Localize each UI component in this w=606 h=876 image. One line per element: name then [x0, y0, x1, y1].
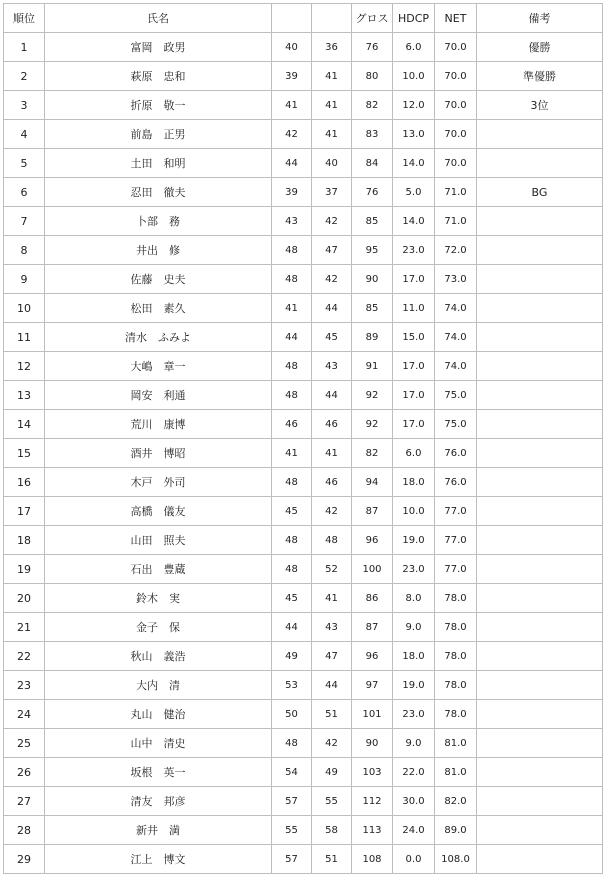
- gross-cell: 82: [352, 439, 393, 468]
- rank-cell: 26: [4, 758, 45, 787]
- rank-cell: 15: [4, 439, 45, 468]
- remarks-cell: [477, 700, 603, 729]
- out-score-cell: 39: [272, 62, 312, 91]
- table-row: [4, 845, 603, 874]
- net-cell: 72.0: [435, 236, 477, 265]
- name-cell: 大嶋 章一: [45, 352, 272, 381]
- out-score-cell: 50: [272, 700, 312, 729]
- hdcp-cell: 15.0: [393, 323, 435, 352]
- hdcp-cell: 19.0: [393, 671, 435, 700]
- out-score-cell: 44: [272, 149, 312, 178]
- header-out: [272, 4, 312, 33]
- rank-cell: 7: [4, 207, 45, 236]
- header-row: [4, 4, 603, 33]
- rank-cell: 22: [4, 642, 45, 671]
- remarks-cell: 3位: [477, 91, 603, 120]
- hdcp-cell: 17.0: [393, 265, 435, 294]
- in-score-cell: 42: [312, 729, 352, 758]
- net-cell: 77.0: [435, 555, 477, 584]
- net-cell: 71.0: [435, 178, 477, 207]
- hdcp-cell: 23.0: [393, 236, 435, 265]
- out-score-cell: 44: [272, 323, 312, 352]
- results-table: [3, 3, 603, 874]
- remarks-cell: [477, 642, 603, 671]
- hdcp-cell: 5.0: [393, 178, 435, 207]
- hdcp-cell: 30.0: [393, 787, 435, 816]
- rank-cell: 6: [4, 178, 45, 207]
- table-row: [4, 758, 603, 787]
- net-cell: 70.0: [435, 91, 477, 120]
- table-row: [4, 584, 603, 613]
- name-cell: 折原 敬一: [45, 91, 272, 120]
- net-cell: 77.0: [435, 497, 477, 526]
- remarks-cell: [477, 120, 603, 149]
- in-score-cell: 43: [312, 613, 352, 642]
- name-cell: 酒井 博昭: [45, 439, 272, 468]
- rank-cell: 25: [4, 729, 45, 758]
- out-score-cell: 48: [272, 236, 312, 265]
- table-row: [4, 816, 603, 845]
- table-row: [4, 613, 603, 642]
- name-cell: 坂根 英一: [45, 758, 272, 787]
- rank-cell: 4: [4, 120, 45, 149]
- rank-cell: 16: [4, 468, 45, 497]
- remarks-cell: [477, 816, 603, 845]
- name-cell: 清友 邦彦: [45, 787, 272, 816]
- net-cell: 78.0: [435, 613, 477, 642]
- remarks-cell: [477, 149, 603, 178]
- remarks-cell: [477, 294, 603, 323]
- table-row: [4, 381, 603, 410]
- table-row: [4, 352, 603, 381]
- net-cell: 81.0: [435, 758, 477, 787]
- name-cell: 忍田 徹夫: [45, 178, 272, 207]
- in-score-cell: 44: [312, 381, 352, 410]
- remarks-cell: [477, 323, 603, 352]
- gross-cell: 96: [352, 642, 393, 671]
- table-row: [4, 236, 603, 265]
- out-score-cell: 48: [272, 555, 312, 584]
- table-row: [4, 497, 603, 526]
- table-row: [4, 33, 603, 62]
- name-cell: 高橋 儀友: [45, 497, 272, 526]
- gross-cell: 91: [352, 352, 393, 381]
- name-cell: 卜部 務: [45, 207, 272, 236]
- out-score-cell: 48: [272, 381, 312, 410]
- out-score-cell: 48: [272, 729, 312, 758]
- header-in: [312, 4, 352, 33]
- gross-cell: 96: [352, 526, 393, 555]
- gross-cell: 86: [352, 584, 393, 613]
- in-score-cell: 41: [312, 120, 352, 149]
- hdcp-cell: 14.0: [393, 149, 435, 178]
- table-row: [4, 149, 603, 178]
- rank-cell: 20: [4, 584, 45, 613]
- rank-cell: 2: [4, 62, 45, 91]
- in-score-cell: 47: [312, 642, 352, 671]
- net-cell: 76.0: [435, 439, 477, 468]
- out-score-cell: 46: [272, 410, 312, 439]
- in-score-cell: 40: [312, 149, 352, 178]
- gross-cell: 113: [352, 816, 393, 845]
- net-cell: 77.0: [435, 526, 477, 555]
- in-score-cell: 58: [312, 816, 352, 845]
- table-row: [4, 671, 603, 700]
- hdcp-cell: 19.0: [393, 526, 435, 555]
- gross-cell: 87: [352, 613, 393, 642]
- net-cell: 75.0: [435, 381, 477, 410]
- out-score-cell: 57: [272, 845, 312, 874]
- hdcp-cell: 6.0: [393, 33, 435, 62]
- net-cell: 78.0: [435, 700, 477, 729]
- out-score-cell: 42: [272, 120, 312, 149]
- rank-cell: 11: [4, 323, 45, 352]
- net-cell: 74.0: [435, 294, 477, 323]
- in-score-cell: 51: [312, 845, 352, 874]
- gross-cell: 80: [352, 62, 393, 91]
- net-cell: 78.0: [435, 671, 477, 700]
- rank-cell: 27: [4, 787, 45, 816]
- hdcp-cell: 10.0: [393, 497, 435, 526]
- hdcp-cell: 18.0: [393, 468, 435, 497]
- remarks-cell: [477, 845, 603, 874]
- in-score-cell: 43: [312, 352, 352, 381]
- net-cell: 76.0: [435, 468, 477, 497]
- hdcp-cell: 17.0: [393, 410, 435, 439]
- rank-cell: 21: [4, 613, 45, 642]
- name-cell: 土田 和明: [45, 149, 272, 178]
- net-cell: 70.0: [435, 120, 477, 149]
- net-cell: 82.0: [435, 787, 477, 816]
- gross-cell: 100: [352, 555, 393, 584]
- remarks-cell: [477, 265, 603, 294]
- name-cell: 富岡 政男: [45, 33, 272, 62]
- out-score-cell: 48: [272, 265, 312, 294]
- hdcp-cell: 14.0: [393, 207, 435, 236]
- rank-cell: 8: [4, 236, 45, 265]
- rank-cell: 17: [4, 497, 45, 526]
- net-cell: 74.0: [435, 352, 477, 381]
- in-score-cell: 44: [312, 294, 352, 323]
- rank-cell: 19: [4, 555, 45, 584]
- gross-cell: 112: [352, 787, 393, 816]
- hdcp-cell: 10.0: [393, 62, 435, 91]
- net-cell: 70.0: [435, 33, 477, 62]
- remarks-cell: [477, 729, 603, 758]
- gross-cell: 95: [352, 236, 393, 265]
- in-score-cell: 47: [312, 236, 352, 265]
- in-score-cell: 36: [312, 33, 352, 62]
- gross-cell: 90: [352, 729, 393, 758]
- gross-cell: 82: [352, 91, 393, 120]
- remarks-cell: BG: [477, 178, 603, 207]
- out-score-cell: 44: [272, 613, 312, 642]
- in-score-cell: 42: [312, 265, 352, 294]
- gross-cell: 83: [352, 120, 393, 149]
- in-score-cell: 51: [312, 700, 352, 729]
- net-cell: 78.0: [435, 584, 477, 613]
- net-cell: 70.0: [435, 62, 477, 91]
- remarks-cell: [477, 410, 603, 439]
- name-cell: 前島 正男: [45, 120, 272, 149]
- hdcp-cell: 8.0: [393, 584, 435, 613]
- rank-cell: 29: [4, 845, 45, 874]
- rank-cell: 13: [4, 381, 45, 410]
- out-score-cell: 43: [272, 207, 312, 236]
- table-row: [4, 207, 603, 236]
- in-score-cell: 42: [312, 497, 352, 526]
- net-cell: 89.0: [435, 816, 477, 845]
- table-row: [4, 642, 603, 671]
- header-remarks: 備考: [477, 4, 603, 33]
- gross-cell: 85: [352, 207, 393, 236]
- hdcp-cell: 11.0: [393, 294, 435, 323]
- out-score-cell: 55: [272, 816, 312, 845]
- net-cell: 81.0: [435, 729, 477, 758]
- out-score-cell: 41: [272, 439, 312, 468]
- net-cell: 75.0: [435, 410, 477, 439]
- rank-cell: 5: [4, 149, 45, 178]
- hdcp-cell: 17.0: [393, 381, 435, 410]
- hdcp-cell: 9.0: [393, 729, 435, 758]
- rank-cell: 24: [4, 700, 45, 729]
- in-score-cell: 46: [312, 468, 352, 497]
- out-score-cell: 53: [272, 671, 312, 700]
- out-score-cell: 40: [272, 33, 312, 62]
- hdcp-cell: 23.0: [393, 555, 435, 584]
- table-row: [4, 787, 603, 816]
- header-net: NET: [435, 4, 477, 33]
- table-row: [4, 294, 603, 323]
- table-row: [4, 555, 603, 584]
- remarks-cell: [477, 207, 603, 236]
- net-cell: 74.0: [435, 323, 477, 352]
- remarks-cell: [477, 613, 603, 642]
- rank-cell: 9: [4, 265, 45, 294]
- out-score-cell: 45: [272, 497, 312, 526]
- out-score-cell: 54: [272, 758, 312, 787]
- in-score-cell: 37: [312, 178, 352, 207]
- out-score-cell: 49: [272, 642, 312, 671]
- rank-cell: 3: [4, 91, 45, 120]
- in-score-cell: 52: [312, 555, 352, 584]
- gross-cell: 92: [352, 381, 393, 410]
- in-score-cell: 48: [312, 526, 352, 555]
- in-score-cell: 49: [312, 758, 352, 787]
- hdcp-cell: 13.0: [393, 120, 435, 149]
- name-cell: 金子 保: [45, 613, 272, 642]
- table-row: [4, 323, 603, 352]
- out-score-cell: 41: [272, 294, 312, 323]
- out-score-cell: 45: [272, 584, 312, 613]
- table-row: [4, 700, 603, 729]
- in-score-cell: 55: [312, 787, 352, 816]
- net-cell: 71.0: [435, 207, 477, 236]
- in-score-cell: 45: [312, 323, 352, 352]
- remarks-cell: [477, 468, 603, 497]
- name-cell: 山田 照夫: [45, 526, 272, 555]
- gross-cell: 101: [352, 700, 393, 729]
- rank-cell: 28: [4, 816, 45, 845]
- name-cell: 佐藤 史夫: [45, 265, 272, 294]
- gross-cell: 90: [352, 265, 393, 294]
- out-score-cell: 48: [272, 526, 312, 555]
- hdcp-cell: 9.0: [393, 613, 435, 642]
- name-cell: 井出 修: [45, 236, 272, 265]
- remarks-cell: [477, 526, 603, 555]
- table-row: [4, 265, 603, 294]
- out-score-cell: 57: [272, 787, 312, 816]
- gross-cell: 108: [352, 845, 393, 874]
- gross-cell: 87: [352, 497, 393, 526]
- remarks-cell: [477, 787, 603, 816]
- table-row: [4, 729, 603, 758]
- name-cell: 石出 豊蔵: [45, 555, 272, 584]
- net-cell: 70.0: [435, 149, 477, 178]
- in-score-cell: 41: [312, 439, 352, 468]
- rank-cell: 18: [4, 526, 45, 555]
- remarks-cell: [477, 381, 603, 410]
- rank-cell: 10: [4, 294, 45, 323]
- name-cell: 鈴木 実: [45, 584, 272, 613]
- hdcp-cell: 17.0: [393, 352, 435, 381]
- remarks-cell: 優勝: [477, 33, 603, 62]
- gross-cell: 89: [352, 323, 393, 352]
- hdcp-cell: 12.0: [393, 91, 435, 120]
- name-cell: 山中 清史: [45, 729, 272, 758]
- in-score-cell: 44: [312, 671, 352, 700]
- name-cell: 江上 博文: [45, 845, 272, 874]
- table-row: [4, 410, 603, 439]
- hdcp-cell: 22.0: [393, 758, 435, 787]
- remarks-cell: [477, 555, 603, 584]
- table-row: [4, 468, 603, 497]
- gross-cell: 85: [352, 294, 393, 323]
- rank-cell: 1: [4, 33, 45, 62]
- gross-cell: 84: [352, 149, 393, 178]
- header-gross: グロス: [352, 4, 393, 33]
- remarks-cell: [477, 352, 603, 381]
- hdcp-cell: 23.0: [393, 700, 435, 729]
- table-row: [4, 526, 603, 555]
- in-score-cell: 41: [312, 62, 352, 91]
- in-score-cell: 41: [312, 584, 352, 613]
- out-score-cell: 39: [272, 178, 312, 207]
- hdcp-cell: 0.0: [393, 845, 435, 874]
- table-row: [4, 178, 603, 207]
- header-name: 氏名: [45, 4, 272, 33]
- name-cell: 松田 素久: [45, 294, 272, 323]
- hdcp-cell: 6.0: [393, 439, 435, 468]
- gross-cell: 92: [352, 410, 393, 439]
- name-cell: 新井 満: [45, 816, 272, 845]
- name-cell: 岡安 利通: [45, 381, 272, 410]
- header-rank: 順位: [4, 4, 45, 33]
- gross-cell: 97: [352, 671, 393, 700]
- remarks-cell: [477, 497, 603, 526]
- gross-cell: 76: [352, 178, 393, 207]
- rank-cell: 12: [4, 352, 45, 381]
- table-row: [4, 439, 603, 468]
- remarks-cell: 準優勝: [477, 62, 603, 91]
- gross-cell: 103: [352, 758, 393, 787]
- in-score-cell: 41: [312, 91, 352, 120]
- hdcp-cell: 24.0: [393, 816, 435, 845]
- header-hdcp: HDCP: [393, 4, 435, 33]
- remarks-cell: [477, 671, 603, 700]
- name-cell: 木戸 外司: [45, 468, 272, 497]
- remarks-cell: [477, 236, 603, 265]
- rank-cell: 14: [4, 410, 45, 439]
- net-cell: 108.0: [435, 845, 477, 874]
- name-cell: 丸山 健治: [45, 700, 272, 729]
- table-row: [4, 120, 603, 149]
- hdcp-cell: 18.0: [393, 642, 435, 671]
- out-score-cell: 48: [272, 352, 312, 381]
- gross-cell: 76: [352, 33, 393, 62]
- table-row: [4, 62, 603, 91]
- remarks-cell: [477, 758, 603, 787]
- gross-cell: 94: [352, 468, 393, 497]
- net-cell: 73.0: [435, 265, 477, 294]
- rank-cell: 23: [4, 671, 45, 700]
- table-row: [4, 91, 603, 120]
- in-score-cell: 42: [312, 207, 352, 236]
- net-cell: 78.0: [435, 642, 477, 671]
- name-cell: 秋山 義浩: [45, 642, 272, 671]
- remarks-cell: [477, 439, 603, 468]
- remarks-cell: [477, 584, 603, 613]
- name-cell: 荒川 康博: [45, 410, 272, 439]
- in-score-cell: 46: [312, 410, 352, 439]
- out-score-cell: 48: [272, 468, 312, 497]
- name-cell: 萩原 忠和: [45, 62, 272, 91]
- name-cell: 清水 ふみよ: [45, 323, 272, 352]
- out-score-cell: 41: [272, 91, 312, 120]
- name-cell: 大内 清: [45, 671, 272, 700]
